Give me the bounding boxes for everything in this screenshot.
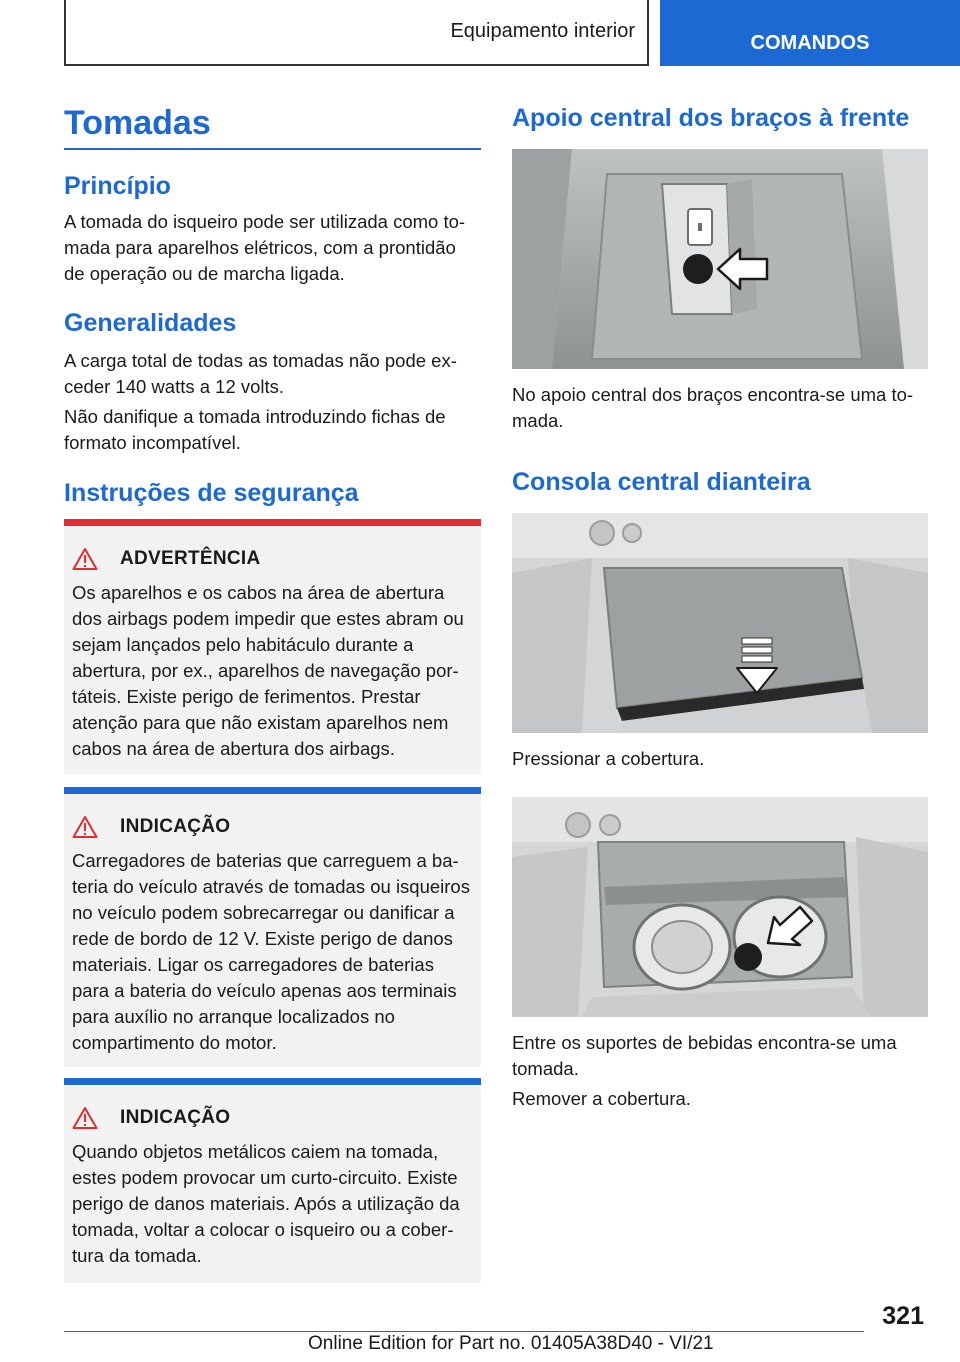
note-box-1 [64, 787, 481, 1067]
note-text-1: Carregadores de baterias que carreguem a bateria do veículo através de tomadas ou isqueiros no veículo podem sobrecarregar ou danificar a rede de bordo de 12 V. Existe perigo de danos materiais. Ligar os carregadores de baterias para a bateria do veículo apenas aos terminais para auxílio no arranque localizados no compartimento do motor. [72, 850, 470, 1053]
console-cover-image [512, 513, 928, 733]
safety-heading: Instruções de segurança [64, 479, 359, 507]
cupholder-socket-image [512, 797, 928, 1017]
armrest-caption: No apoio central dos braços encontra-se uma tomada. [512, 384, 914, 431]
header-section-title: Equipamento interior [450, 20, 635, 42]
console-heading: Consola central dianteira [512, 468, 811, 496]
warning-triangle-icon [72, 547, 98, 571]
console-caption-2: Entre os suportes de bebidas encontra-se uma tomada. [512, 1032, 897, 1079]
warning-title: ADVERTÊNCIA [120, 548, 261, 569]
header-chapter-tab[interactable]: COMANDOS [660, 0, 960, 66]
warning-box [64, 519, 481, 774]
note-title-1: INDICAÇÃO [120, 816, 231, 837]
footer-divider [64, 1331, 864, 1332]
title-divider [64, 148, 481, 150]
note-bar-2 [64, 1078, 481, 1085]
note-box-2 [64, 1078, 481, 1283]
note-text-2: Quando objetos metálicos caiem na tomada, estes podem provocar um curto-circuito. Existe perigo de danos materiais. Após a utilização da tomada, voltar a colocar o isqueiro ou a cobertura da tomada. [72, 1141, 460, 1266]
armrest-socket-image [512, 149, 928, 369]
page-title: Tomadas [64, 104, 211, 142]
principle-text: A tomada do isqueiro pode ser utilizada como tomada para aparelhos elétricos, com a prontidão de operação ou de marcha ligada. [64, 211, 466, 284]
principle-heading: Princípio [64, 172, 171, 200]
console-caption-1: Pressionar a cobertura. [512, 748, 705, 769]
note-bar-1 [64, 787, 481, 794]
warning-triangle-icon [72, 815, 98, 839]
warning-bar [64, 519, 481, 526]
warning-triangle-icon [72, 1106, 98, 1130]
general-text-1: A carga total de todas as tomadas não pode exceder 140 watts a 12 volts. [64, 350, 457, 397]
warning-text: Os aparelhos e os cabos na área de abertura dos airbags podem impedir que estes abram ou sejam lançados pelo habitáculo durante a abertura, por ex., aparelhos de navegação portáteis. Existe perigo de ferimentos. Prestar atenção para que não existam aparelhos nem cabos na área de abertura dos airbags. [72, 582, 464, 759]
page-number: 321 [882, 1302, 924, 1330]
footer-edition: Online Edition for Part no. 01405A38D40 - VI/21 [308, 1333, 714, 1354]
note-title-2: INDICAÇÃO [120, 1107, 231, 1128]
general-text-2: Não danifique a tomada introduzindo fichas de formato incompatível. [64, 406, 446, 453]
console-caption-3: Remover a cobertura. [512, 1088, 691, 1109]
armrest-heading: Apoio central dos braços à frente [512, 104, 910, 132]
general-heading: Generalidades [64, 309, 237, 337]
